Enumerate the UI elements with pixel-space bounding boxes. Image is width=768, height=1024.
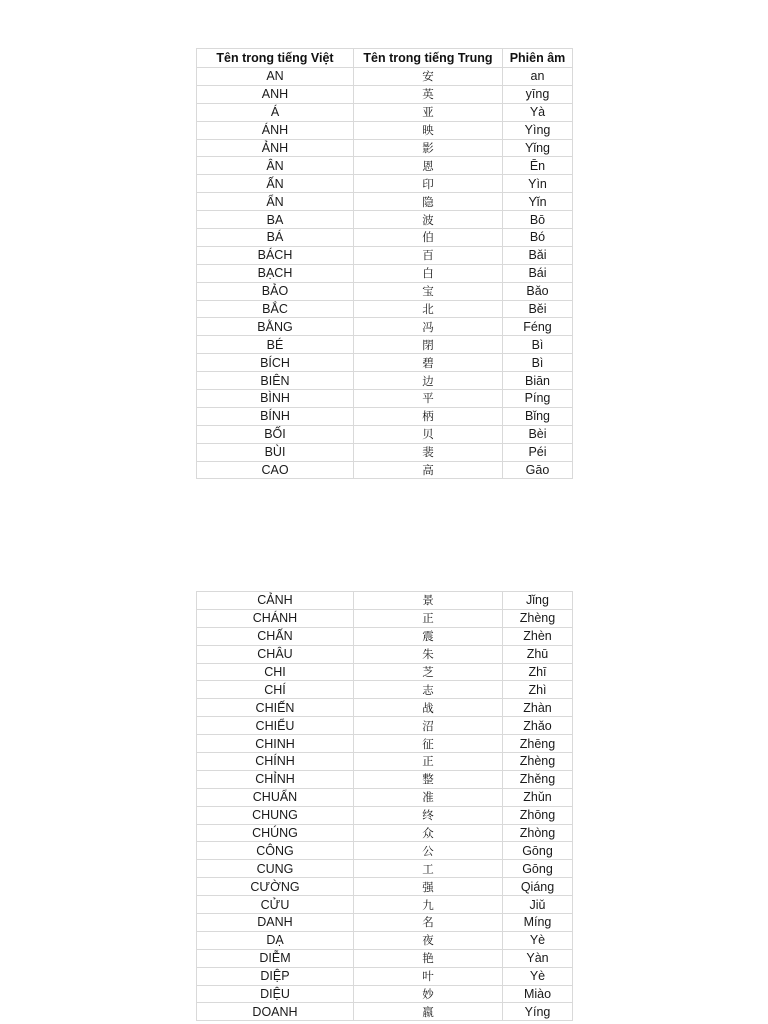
chinese-name-cell: 平 (354, 390, 503, 408)
pinyin-cell: Míng (503, 914, 573, 932)
vietnamese-name-cell: CHÁNH (197, 609, 354, 627)
chinese-name-cell: 叶 (354, 967, 503, 985)
vietnamese-name-cell: BÌNH (197, 390, 354, 408)
vietnamese-name-cell: CHINH (197, 735, 354, 753)
pinyin-cell: yīng (503, 85, 573, 103)
pinyin-cell: Bì (503, 354, 573, 372)
pinyin-cell: Yíng (503, 1003, 573, 1021)
table-row (197, 300, 573, 318)
chinese-name-cell: 正 (354, 609, 503, 627)
pinyin-cell: Yè (503, 967, 573, 985)
table-row (197, 229, 573, 247)
chinese-name-cell: 震 (354, 627, 503, 645)
pinyin-cell: Zhòng (503, 824, 573, 842)
chinese-name-cell: 沼 (354, 717, 503, 735)
vietnamese-name-cell: BÍCH (197, 354, 354, 372)
chinese-name-cell: 冯 (354, 318, 503, 336)
pinyin-cell: Zhèng (503, 753, 573, 771)
table-header-row (197, 49, 573, 68)
vietnamese-name-cell: BÙI (197, 443, 354, 461)
table-row (197, 717, 573, 735)
table-row (197, 735, 573, 753)
pinyin-cell: Zhēng (503, 735, 573, 753)
pinyin-cell: an (503, 68, 573, 86)
pinyin-cell: Zhèn (503, 627, 573, 645)
table-row (197, 246, 573, 264)
vietnamese-name-cell: ẢNH (197, 139, 354, 157)
chinese-name-cell: 隐 (354, 193, 503, 211)
vietnamese-name-cell: CẢNH (197, 592, 354, 610)
vietnamese-name-cell: CHỈNH (197, 770, 354, 788)
chinese-name-cell: 恩 (354, 157, 503, 175)
pinyin-cell: Bō (503, 211, 573, 229)
pinyin-cell: Zhǎo (503, 717, 573, 735)
name-table-2 (196, 591, 573, 1021)
table-row (197, 85, 573, 103)
vietnamese-name-cell: ẤN (197, 175, 354, 193)
pinyin-cell: Bái (503, 264, 573, 282)
chinese-name-cell: 九 (354, 896, 503, 914)
vietnamese-name-cell: CÔNG (197, 842, 354, 860)
vietnamese-name-cell: Á (197, 103, 354, 121)
name-table-1 (196, 48, 573, 479)
chinese-name-cell: 芝 (354, 663, 503, 681)
table-row (197, 211, 573, 229)
table-row (197, 390, 573, 408)
table-row (197, 681, 573, 699)
table-row (197, 121, 573, 139)
vietnamese-name-cell: BẠCH (197, 264, 354, 282)
table-row (197, 103, 573, 121)
vietnamese-name-cell: AN (197, 68, 354, 86)
table-1-body (197, 68, 573, 479)
table-row (197, 175, 573, 193)
table-row (197, 967, 573, 985)
vietnamese-name-cell: BÍNH (197, 407, 354, 425)
table-row (197, 193, 573, 211)
chinese-name-cell: 印 (354, 175, 503, 193)
chinese-name-cell: 夜 (354, 931, 503, 949)
table-row (197, 592, 573, 610)
chinese-name-cell: 伯 (354, 229, 503, 247)
table-row (197, 770, 573, 788)
pinyin-cell: Gāo (503, 461, 573, 479)
chinese-name-cell: 宝 (354, 282, 503, 300)
pinyin-cell: Péi (503, 443, 573, 461)
pinyin-cell: Ēn (503, 157, 573, 175)
table-row (197, 753, 573, 771)
vietnamese-name-cell: DẠ (197, 931, 354, 949)
chinese-name-cell: 柄 (354, 407, 503, 425)
chinese-name-cell: 工 (354, 860, 503, 878)
vietnamese-name-cell: ẨN (197, 193, 354, 211)
chinese-name-cell: 裴 (354, 443, 503, 461)
table-row (197, 699, 573, 717)
pinyin-cell: Zhèng (503, 609, 573, 627)
vietnamese-name-cell: CHIỂU (197, 717, 354, 735)
pinyin-cell: Bì (503, 336, 573, 354)
chinese-name-cell: 映 (354, 121, 503, 139)
pinyin-cell: Miào (503, 985, 573, 1003)
vietnamese-name-cell: BA (197, 211, 354, 229)
table-row (197, 1003, 573, 1021)
vietnamese-name-cell: CAO (197, 461, 354, 479)
table-row (197, 318, 573, 336)
vietnamese-name-cell: DIỆU (197, 985, 354, 1003)
pinyin-cell: Zhōng (503, 806, 573, 824)
pinyin-cell: Biān (503, 372, 573, 390)
table-row (197, 425, 573, 443)
table-row (197, 627, 573, 645)
chinese-name-cell: 边 (354, 372, 503, 390)
table-row (197, 372, 573, 390)
pinyin-cell: Féng (503, 318, 573, 336)
vietnamese-name-cell: CHẤN (197, 627, 354, 645)
chinese-name-cell: 閉 (354, 336, 503, 354)
chinese-name-cell: 正 (354, 753, 503, 771)
table-row (197, 896, 573, 914)
vietnamese-name-cell: CHI (197, 663, 354, 681)
vietnamese-name-cell: BỐI (197, 425, 354, 443)
chinese-name-cell: 强 (354, 878, 503, 896)
pinyin-cell: Zhěng (503, 770, 573, 788)
chinese-name-cell: 众 (354, 824, 503, 842)
chinese-name-cell: 波 (354, 211, 503, 229)
pinyin-cell: Yìn (503, 175, 573, 193)
vietnamese-name-cell: BÁ (197, 229, 354, 247)
table-row (197, 914, 573, 932)
chinese-name-cell: 高 (354, 461, 503, 479)
vietnamese-name-cell: CHÚNG (197, 824, 354, 842)
chinese-name-cell: 征 (354, 735, 503, 753)
pinyin-cell: Bó (503, 229, 573, 247)
header-chinese-name: Tên trong tiếng Trung (354, 49, 503, 68)
pinyin-cell: Gōng (503, 860, 573, 878)
vietnamese-name-cell: DANH (197, 914, 354, 932)
chinese-name-cell: 安 (354, 68, 503, 86)
chinese-name-cell: 公 (354, 842, 503, 860)
chinese-name-cell: 英 (354, 85, 503, 103)
pinyin-cell: Zhī (503, 663, 573, 681)
vietnamese-name-cell: BẮC (197, 300, 354, 318)
chinese-name-cell: 志 (354, 681, 503, 699)
vietnamese-name-cell: DOANH (197, 1003, 354, 1021)
header-pinyin: Phiên âm (503, 49, 573, 68)
chinese-name-cell: 嬴 (354, 1003, 503, 1021)
vietnamese-name-cell: DIỆP (197, 967, 354, 985)
vietnamese-name-cell: ÂN (197, 157, 354, 175)
table-row (197, 282, 573, 300)
chinese-name-cell: 准 (354, 788, 503, 806)
vietnamese-name-cell: CHÍNH (197, 753, 354, 771)
table-row (197, 68, 573, 86)
pinyin-cell: Yàn (503, 949, 573, 967)
table-row (197, 806, 573, 824)
vietnamese-name-cell: BÁCH (197, 246, 354, 264)
pinyin-cell: Bǎi (503, 246, 573, 264)
vietnamese-name-cell: ÁNH (197, 121, 354, 139)
table-row (197, 842, 573, 860)
pinyin-cell: Jǐng (503, 592, 573, 610)
chinese-name-cell: 朱 (354, 645, 503, 663)
chinese-name-cell: 北 (354, 300, 503, 318)
table-row (197, 443, 573, 461)
table-row (197, 949, 573, 967)
vietnamese-name-cell: CHÂU (197, 645, 354, 663)
table-row (197, 931, 573, 949)
pinyin-cell: Yìng (503, 121, 573, 139)
table-row (197, 788, 573, 806)
table-row (197, 264, 573, 282)
chinese-name-cell: 终 (354, 806, 503, 824)
vietnamese-name-cell: CƯỜNG (197, 878, 354, 896)
chinese-name-cell: 白 (354, 264, 503, 282)
vietnamese-name-cell: DIỄM (197, 949, 354, 967)
vietnamese-name-cell: CUNG (197, 860, 354, 878)
table-row (197, 336, 573, 354)
vietnamese-name-cell: CHIẾN (197, 699, 354, 717)
pinyin-cell: Yǐn (503, 193, 573, 211)
pinyin-cell: Yè (503, 931, 573, 949)
chinese-name-cell: 妙 (354, 985, 503, 1003)
vietnamese-name-cell: CỬU (197, 896, 354, 914)
pinyin-cell: Bǎo (503, 282, 573, 300)
pinyin-cell: Gōng (503, 842, 573, 860)
chinese-name-cell: 百 (354, 246, 503, 264)
chinese-name-cell: 影 (354, 139, 503, 157)
vietnamese-name-cell: BẰNG (197, 318, 354, 336)
table-row (197, 860, 573, 878)
pinyin-cell: Jiǔ (503, 896, 573, 914)
chinese-name-cell: 碧 (354, 354, 503, 372)
pinyin-cell: Yǐng (503, 139, 573, 157)
vietnamese-name-cell: CHÍ (197, 681, 354, 699)
chinese-name-cell: 亚 (354, 103, 503, 121)
table-row (197, 354, 573, 372)
pinyin-cell: Zhū (503, 645, 573, 663)
pinyin-cell: Bǐng (503, 407, 573, 425)
vietnamese-name-cell: BÉ (197, 336, 354, 354)
table-row (197, 663, 573, 681)
chinese-name-cell: 景 (354, 592, 503, 610)
pinyin-cell: Zhàn (503, 699, 573, 717)
table-2-body (197, 592, 573, 1021)
table-row (197, 407, 573, 425)
vietnamese-name-cell: BIÊN (197, 372, 354, 390)
vietnamese-name-cell: CHUẨN (197, 788, 354, 806)
header-vietnamese-name: Tên trong tiếng Việt (197, 49, 354, 68)
chinese-name-cell: 名 (354, 914, 503, 932)
table-row (197, 985, 573, 1003)
pinyin-cell: Qiáng (503, 878, 573, 896)
pinyin-cell: Píng (503, 390, 573, 408)
vietnamese-name-cell: ANH (197, 85, 354, 103)
table-row (197, 461, 573, 479)
pinyin-cell: Zhì (503, 681, 573, 699)
pinyin-cell: Zhǔn (503, 788, 573, 806)
table-row (197, 157, 573, 175)
table-row (197, 878, 573, 896)
chinese-name-cell: 整 (354, 770, 503, 788)
pinyin-cell: Yà (503, 103, 573, 121)
vietnamese-name-cell: CHUNG (197, 806, 354, 824)
chinese-name-cell: 战 (354, 699, 503, 717)
table-row (197, 824, 573, 842)
table-row (197, 609, 573, 627)
table-row (197, 645, 573, 663)
chinese-name-cell: 艳 (354, 949, 503, 967)
pinyin-cell: Bèi (503, 425, 573, 443)
chinese-name-cell: 贝 (354, 425, 503, 443)
pinyin-cell: Běi (503, 300, 573, 318)
table-row (197, 139, 573, 157)
vietnamese-name-cell: BẢO (197, 282, 354, 300)
